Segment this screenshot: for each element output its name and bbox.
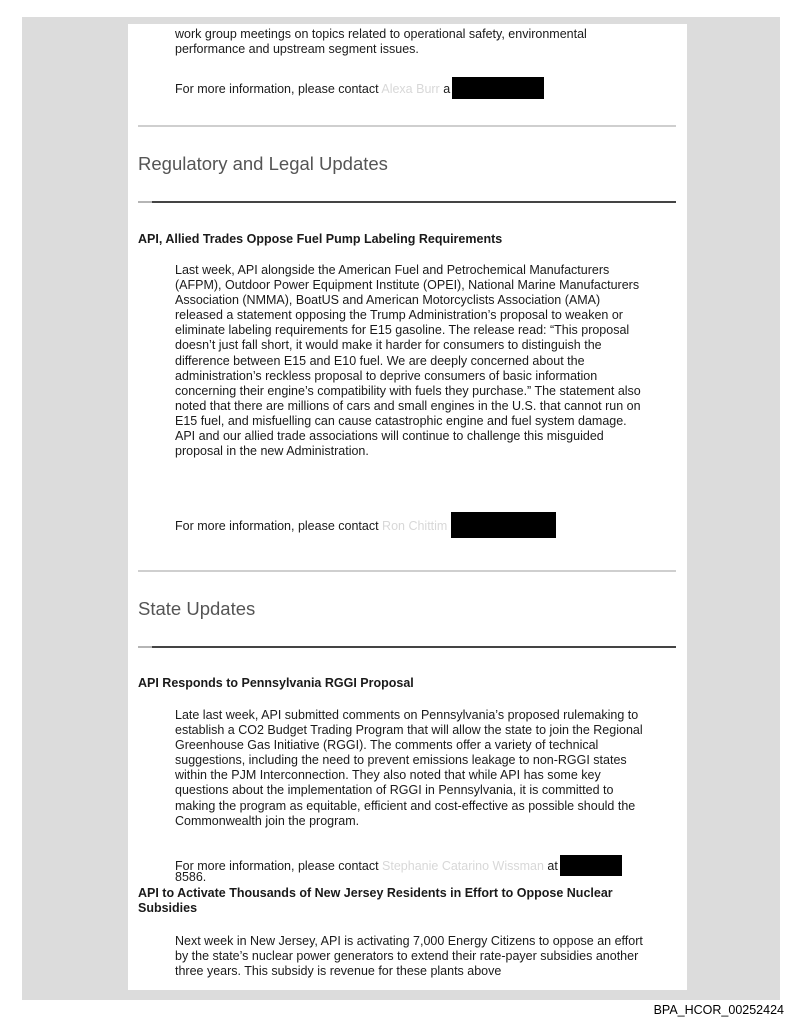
contact-prefix: For more information, please contact bbox=[175, 519, 383, 533]
contact-link-alexa-burr[interactable]: Alexa Burr bbox=[381, 82, 440, 96]
headline-pennsylvania-rggi: API Responds to Pennsylvania RGGI Proposal bbox=[138, 676, 414, 690]
section-title-state: State Updates bbox=[138, 598, 256, 619]
regulatory-contact-line bbox=[175, 512, 556, 538]
section-divider bbox=[138, 125, 676, 127]
bates-number: BPA_HCOR_00252424 bbox=[653, 1003, 784, 1017]
contact-suffix: at bbox=[543, 859, 558, 873]
article-body-fuel-pump-labeling: Last week, API alongside the American Fuel and Petrochemical Manufacturers (AFPM), Outdoor Power Equipment Institute (OPEI), National Marine Manufacturers Association (NMMA), BoatUS and American Motorcyclists Association (AMA) released a statement opposing the Trump Administration’s proposal to weaken or eliminate labeling requirements for E15 gasoline. The release read: “This proposal doesn’t just fall short, it would make it harder for consumers to distinguish the difference between E15 and E10 fuel. We are deeply concerned about the administration’s reckless proposal to deprive consumers of basic information concerning their engine’s compatibility with fuels they purchase.” The statement also noted that there are millions of cars and small engines in the U.S. that cannot run on E15 fuel, and misfuelling can cause catastrophic engine and fuel system damage. API and our allied trade associations will continue to challenge this misguided proposal in the new Administration. bbox=[175, 263, 641, 459]
section-title-regulatory: Regulatory and Legal Updates bbox=[138, 153, 388, 174]
section-divider bbox=[138, 570, 676, 572]
contact-prefix: For more information, please contact bbox=[175, 859, 383, 873]
article-body-new-jersey-nuclear: Next week in New Jersey, API is activating 7,000 Energy Citizens to oppose an effort by the state’s nuclear power generators to extend their rate-payer subsidies another three years. This subsidy is revenue for these plants above bbox=[175, 934, 643, 979]
redaction-box bbox=[452, 77, 544, 99]
redaction-box bbox=[451, 512, 556, 538]
newsletter-page bbox=[128, 24, 687, 990]
headline-fuel-pump-labeling: API, Allied Trades Oppose Fuel Pump Labeling Requirements bbox=[138, 232, 503, 246]
intro-contact-line bbox=[175, 77, 544, 99]
contact-link-ron-chittim[interactable]: Ron Chittim bbox=[382, 519, 448, 533]
headline-new-jersey-nuclear: API to Activate Thousands of New Jersey Residents in Effort to Oppose Nuclear Subsidies bbox=[138, 886, 613, 915]
article-body-pennsylvania-rggi: Late last week, API submitted comments on Pennsylvania’s proposed rulemaking to establish a CO2 Budget Trading Program that will allow the state to join the Regional Greenhouse Gas Initiative (RGGI). The comments offer a variety of technical suggestions, including the need to prevent emissions leakage to non-RGGI states within the PJM Interconnection. They also noted that while API has some key questions about the implementation of RGGI in Pennsylvania, it is committed to making the program as equitable, efficient and cost-effective as possible should the Commonwealth join the program. bbox=[175, 708, 643, 828]
contact-suffix: a bbox=[439, 82, 451, 96]
intro-paragraph: work group meetings on topics related to operational safety, environmental performance and upstream segment issues. bbox=[175, 27, 587, 57]
contact-prefix: For more information, please contact bbox=[175, 82, 382, 96]
section-underline bbox=[138, 201, 676, 203]
contact-tail: 8586. bbox=[175, 870, 207, 884]
section-underline bbox=[138, 646, 676, 648]
state-contact-line bbox=[175, 855, 622, 876]
contact-link-stephanie-catarino-wissman[interactable]: Stephanie Catarino Wissman bbox=[382, 859, 544, 873]
redaction-box bbox=[560, 855, 622, 876]
